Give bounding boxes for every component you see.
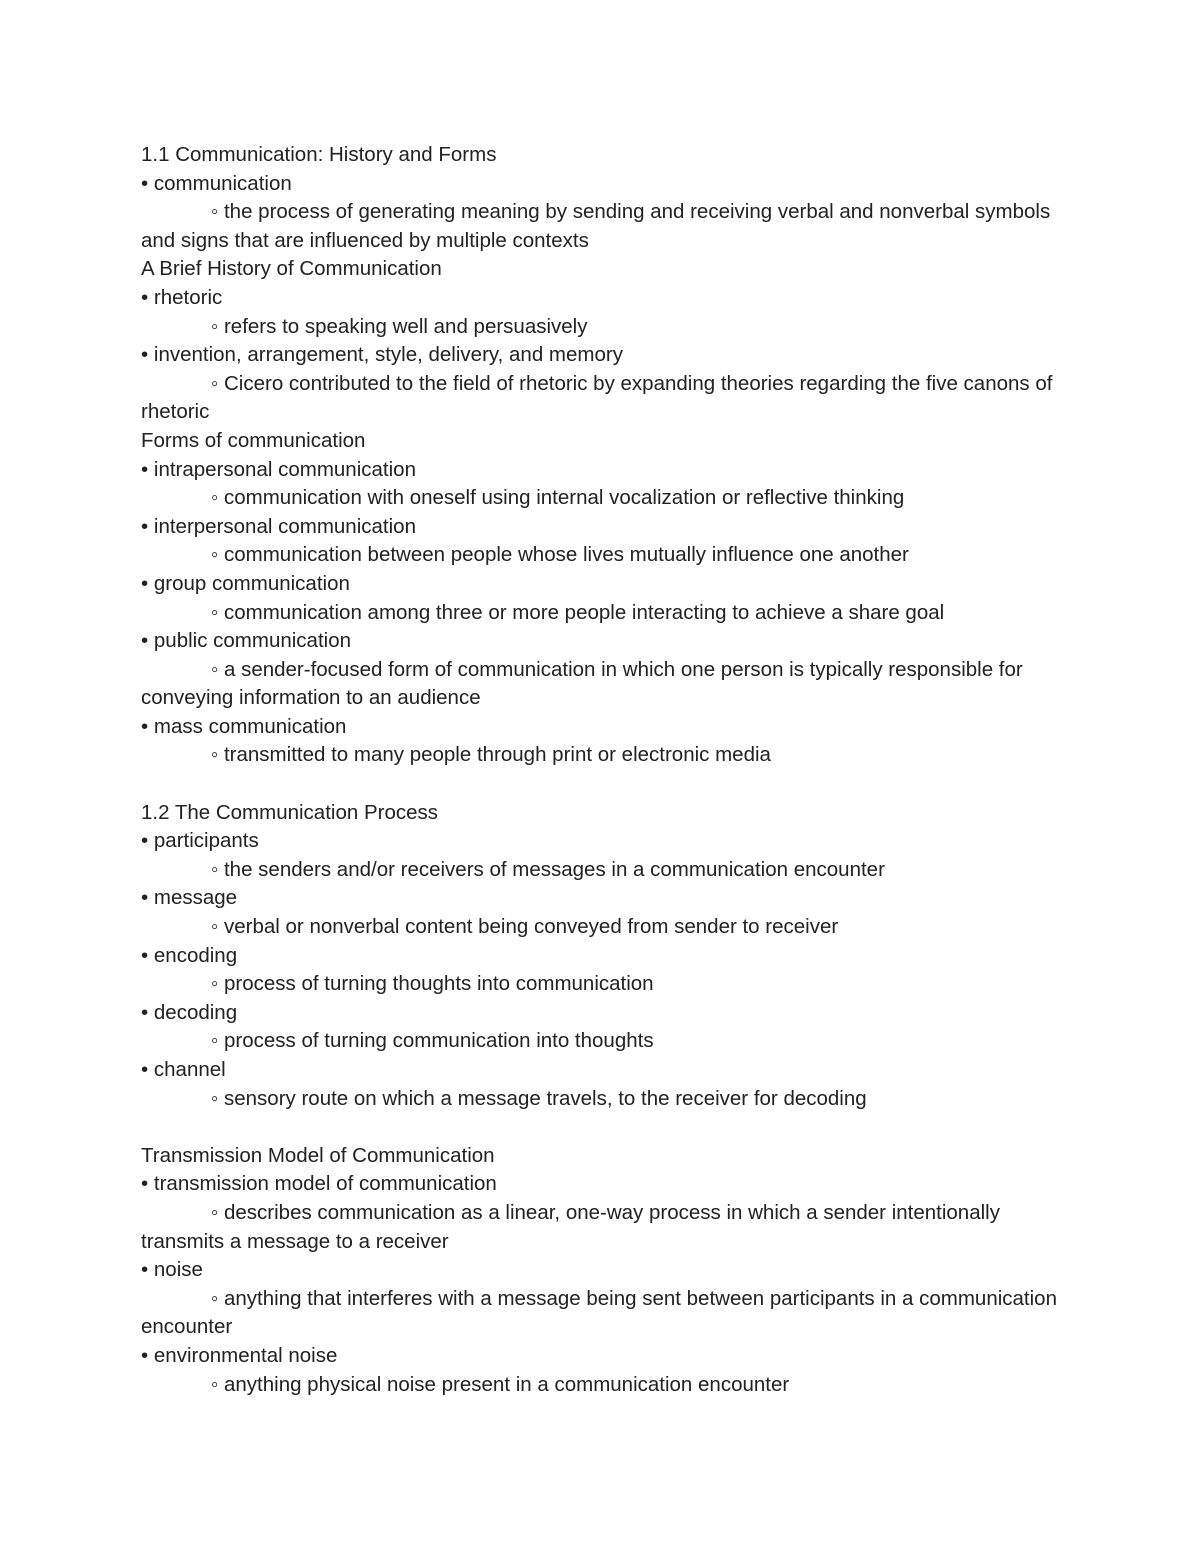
sub-bullet-glyph: ◦	[211, 743, 219, 767]
heading-text: 1.2 The Communication Process	[141, 800, 439, 824]
sub-bullet-text: communication among three or more people interacting to achieve a share goal	[223, 600, 945, 624]
bullet-text: mass communication	[153, 714, 347, 738]
bullet-item	[141, 284, 1071, 313]
sub-bullet-glyph: ◦	[211, 972, 219, 996]
sub-bullet-item	[141, 1199, 1071, 1256]
sub-bullet-text: describes communication as a linear, one-way process in which a sender intentionally transmits a message to a receiver	[141, 1200, 1000, 1253]
sub-bullet-glyph: ◦	[211, 600, 219, 624]
bullet-item	[141, 713, 1071, 742]
bullet-item	[141, 570, 1071, 599]
bullet-text: group communication	[153, 571, 350, 595]
sub-bullet-item	[141, 599, 1071, 628]
sub-bullet-item	[141, 970, 1071, 999]
sub-bullet-item	[141, 1085, 1071, 1114]
sub-bullet-glyph: ◦	[211, 657, 219, 681]
sub-bullet-item	[141, 484, 1071, 513]
sub-bullet-text: transmitted to many people through print or electronic media	[223, 743, 771, 767]
section-heading	[141, 427, 1071, 456]
sub-bullet-item	[141, 313, 1071, 342]
bullet-glyph: •	[141, 171, 149, 195]
bullet-glyph: •	[141, 629, 149, 653]
sub-bullet-item	[141, 1371, 1071, 1400]
bullet-item	[141, 1056, 1071, 1085]
bullet-text: intrapersonal communication	[153, 457, 416, 481]
sub-bullet-item	[141, 856, 1071, 885]
document-body	[141, 141, 1071, 1399]
bullet-glyph: •	[141, 1058, 149, 1081]
sub-bullet-glyph: ◦	[211, 200, 219, 224]
bullet-text: rhetoric	[153, 285, 223, 309]
sub-bullet-glyph: ◦	[211, 1200, 219, 1224]
bullet-glyph: •	[141, 1172, 149, 1196]
bullet-item	[141, 627, 1071, 656]
sub-bullet-glyph: ◦	[211, 915, 219, 939]
bullet-text: participants	[153, 829, 259, 853]
bullet-glyph: •	[141, 1258, 149, 1282]
bullet-item	[141, 827, 1071, 856]
sub-bullet-glyph: ◦	[211, 314, 219, 338]
sub-bullet-text: process of turning thoughts into communication	[223, 972, 654, 996]
section-heading	[141, 799, 1071, 828]
sub-bullet-text: process of turning communication into thoughts	[223, 1029, 654, 1053]
bullet-text: encoding	[153, 943, 238, 967]
sub-bullet-item	[141, 198, 1071, 255]
sub-bullet-text: communication with oneself using internal vocalization or reflective thinking	[223, 486, 905, 510]
bullet-glyph: •	[141, 714, 149, 738]
sub-bullet-glyph: ◦	[211, 486, 219, 510]
bullet-glyph: •	[141, 457, 149, 481]
heading-text: Forms of communication	[141, 428, 366, 452]
sub-bullet-text: sensory route on which a message travels, to the receiver for decoding	[223, 1086, 867, 1110]
sub-bullet-text: anything that interferes with a message being sent between participants in a communication encounter	[141, 1286, 1057, 1339]
section-heading	[141, 1142, 1071, 1171]
bullet-text: channel	[153, 1058, 226, 1081]
bullet-text: invention, arrangement, style, delivery, and memory	[153, 343, 623, 367]
bullet-item	[141, 1256, 1071, 1285]
sub-bullet-text: the process of generating meaning by sending and receiving verbal and nonverbal symbols and signs that are influenced by multiple contexts	[141, 200, 1051, 252]
bullet-glyph: •	[141, 943, 149, 967]
bullet-item	[141, 170, 1071, 199]
bullet-text: public communication	[153, 629, 352, 653]
sub-bullet-item	[141, 913, 1071, 942]
sub-bullet-item	[141, 541, 1071, 570]
bullet-glyph: •	[141, 285, 149, 309]
bullet-text: noise	[153, 1258, 203, 1282]
bullet-item	[141, 1342, 1071, 1371]
blank-line	[141, 770, 1071, 799]
sub-bullet-glyph: ◦	[211, 371, 219, 395]
bullet-glyph: •	[141, 1343, 149, 1367]
sub-bullet-text: refers to speaking well and persuasively	[223, 314, 588, 338]
bullet-text: decoding	[153, 1000, 238, 1024]
bullet-text: communication	[153, 171, 292, 195]
sub-bullet-item	[141, 1285, 1071, 1342]
sub-bullet-text: verbal or nonverbal content being conveyed from sender to receiver	[223, 915, 839, 939]
heading-text: 1.1 Communication: History and Forms	[141, 143, 497, 166]
bullet-glyph: •	[141, 829, 149, 853]
section-heading	[141, 141, 1071, 170]
sub-bullet-text: communication between people whose lives mutually influence one another	[223, 543, 909, 567]
sub-bullet-item	[141, 1027, 1071, 1056]
bullet-item	[141, 942, 1071, 971]
sub-bullet-glyph: ◦	[211, 1372, 219, 1396]
bullet-text: environmental noise	[153, 1343, 338, 1367]
bullet-glyph: •	[141, 514, 149, 538]
bullet-item	[141, 513, 1071, 542]
bullet-glyph: •	[141, 571, 149, 595]
blank-line	[141, 1113, 1071, 1142]
bullet-text: message	[153, 886, 238, 910]
bullet-text: interpersonal communication	[153, 514, 416, 538]
sub-bullet-text: a sender-focused form of communication in which one person is typically responsible for conveying information to an audience	[141, 657, 1023, 710]
sub-bullet-item	[141, 741, 1071, 770]
sub-bullet-text: Cicero contributed to the field of rhetoric by expanding theories regarding the five canons of rhetoric	[141, 371, 1053, 424]
sub-bullet-item	[141, 656, 1071, 713]
heading-text: Transmission Model of Communication	[141, 1143, 495, 1167]
sub-bullet-text: anything physical noise present in a communication encounter	[223, 1372, 790, 1396]
bullet-item	[141, 1170, 1071, 1199]
bullet-item	[141, 456, 1071, 485]
sub-bullet-glyph: ◦	[211, 543, 219, 567]
sub-bullet-glyph: ◦	[211, 1086, 219, 1110]
bullet-item	[141, 341, 1071, 370]
bullet-glyph: •	[141, 1000, 149, 1024]
bullet-glyph: •	[141, 343, 149, 367]
sub-bullet-glyph: ◦	[211, 857, 219, 881]
sub-bullet-text: the senders and/or receivers of messages in a communication encounter	[223, 857, 885, 881]
section-heading	[141, 255, 1071, 284]
bullet-glyph: •	[141, 886, 149, 910]
sub-bullet-glyph: ◦	[211, 1286, 219, 1310]
bullet-text: transmission model of communication	[153, 1172, 497, 1196]
bullet-item	[141, 999, 1071, 1028]
bullet-item	[141, 884, 1071, 913]
sub-bullet-item	[141, 370, 1071, 427]
sub-bullet-glyph: ◦	[211, 1029, 219, 1053]
heading-text: A Brief History of Communication	[141, 257, 442, 281]
